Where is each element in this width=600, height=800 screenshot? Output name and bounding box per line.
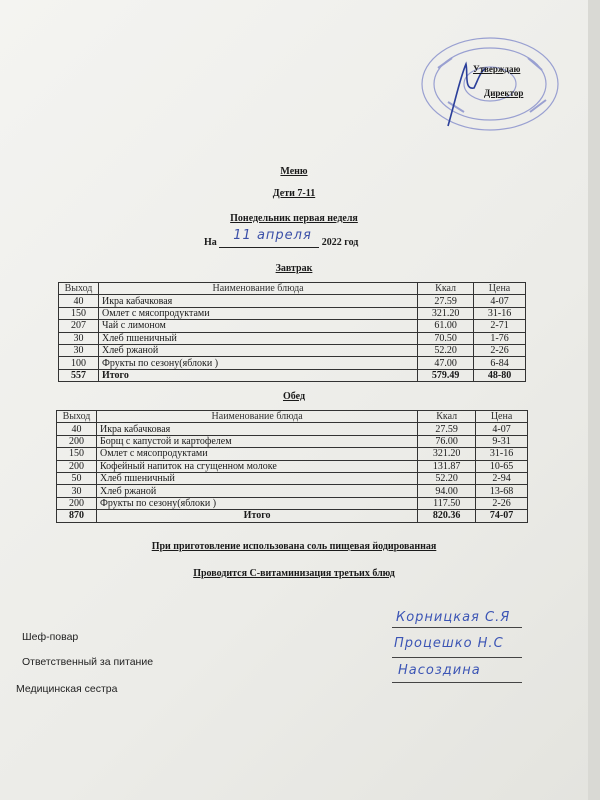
cell-price: 4-07 bbox=[476, 423, 528, 435]
cell-price: 2-26 bbox=[476, 497, 528, 509]
col-output: Выход bbox=[59, 283, 99, 295]
cell-dish: Фрукты по сезону(яблоки ) bbox=[98, 357, 417, 369]
cell-output: 200 bbox=[57, 460, 97, 472]
cell-price: 2-94 bbox=[476, 472, 528, 484]
cell-dish: Хлеб ржаной bbox=[96, 485, 417, 497]
official-stamp bbox=[408, 28, 568, 136]
cell-price: 1-76 bbox=[474, 332, 526, 344]
table-header-row bbox=[57, 411, 528, 423]
cell-price: 31-16 bbox=[474, 307, 526, 319]
date-line bbox=[204, 228, 359, 248]
col-price: Цена bbox=[474, 283, 526, 295]
table-row bbox=[57, 448, 528, 460]
cell-price: 6-84 bbox=[474, 357, 526, 369]
cell-kcal: 47.00 bbox=[418, 357, 474, 369]
col-output: Выход bbox=[57, 411, 97, 423]
table-row bbox=[59, 295, 526, 307]
cell-output: 30 bbox=[57, 485, 97, 497]
cell-kcal: 52.20 bbox=[418, 344, 474, 356]
table-row bbox=[57, 485, 528, 497]
total-output: 870 bbox=[57, 510, 97, 522]
cell-dish: Омлет с мясопродуктами bbox=[96, 448, 417, 460]
cell-price: 4-07 bbox=[474, 295, 526, 307]
cell-output: 100 bbox=[59, 357, 99, 369]
cell-dish: Хлеб пшеничный bbox=[98, 332, 417, 344]
cell-output: 200 bbox=[57, 435, 97, 447]
date-blank bbox=[219, 228, 319, 248]
cell-kcal: 76.00 bbox=[418, 435, 476, 447]
total-output: 557 bbox=[59, 369, 99, 381]
table-row bbox=[57, 497, 528, 509]
cell-price: 2-26 bbox=[474, 344, 526, 356]
cell-dish: Икра кабачковая bbox=[98, 295, 417, 307]
cell-dish: Кофейный напиток на сгущенном молоке bbox=[96, 460, 417, 472]
cell-output: 150 bbox=[59, 307, 99, 319]
cell-price: 9-31 bbox=[476, 435, 528, 447]
total-label: Итого bbox=[96, 510, 417, 522]
table-row bbox=[59, 320, 526, 332]
cell-price: 10-65 bbox=[476, 460, 528, 472]
cell-dish: Фрукты по сезону(яблоки ) bbox=[96, 497, 417, 509]
cell-dish: Чай с лимоном bbox=[98, 320, 417, 332]
total-kcal: 820.36 bbox=[418, 510, 476, 522]
cell-price: 31-16 bbox=[476, 448, 528, 460]
lunch-table bbox=[56, 410, 528, 523]
table-row bbox=[59, 357, 526, 369]
lunch-title: Обед bbox=[282, 391, 305, 402]
director-label: Директор bbox=[484, 88, 524, 98]
cell-kcal: 61.00 bbox=[418, 320, 474, 332]
cell-output: 150 bbox=[57, 448, 97, 460]
signature-chef: Корницкая С.Я bbox=[396, 610, 511, 625]
table-row bbox=[59, 344, 526, 356]
cell-dish: Омлет с мясопродуктами bbox=[98, 307, 417, 319]
table-row bbox=[59, 307, 526, 319]
date-handwritten: 11 апреля bbox=[233, 228, 312, 243]
total-price: 74-07 bbox=[476, 510, 528, 522]
cell-kcal: 27.59 bbox=[418, 295, 474, 307]
col-kcal: Ккал bbox=[418, 411, 476, 423]
cell-output: 40 bbox=[57, 423, 97, 435]
vitamin-note: Проводится С-витаминизация третьих блюд bbox=[193, 568, 395, 579]
background-edge bbox=[588, 0, 600, 800]
table-row bbox=[59, 332, 526, 344]
breakfast-table bbox=[58, 282, 526, 382]
total-kcal: 579.49 bbox=[418, 369, 474, 381]
col-dish: Наименование блюда bbox=[96, 411, 417, 423]
approval-label: Утверждаю bbox=[473, 64, 521, 74]
date-prefix: На bbox=[204, 237, 217, 248]
table-row bbox=[57, 435, 528, 447]
menu-title: Меню bbox=[280, 166, 308, 177]
signature-line bbox=[392, 627, 522, 628]
cell-price: 2-71 bbox=[474, 320, 526, 332]
cell-kcal: 321.20 bbox=[418, 307, 474, 319]
signature-nutrition: Процешко Н.С bbox=[394, 636, 504, 651]
cell-output: 40 bbox=[59, 295, 99, 307]
total-row bbox=[57, 510, 528, 522]
cell-kcal: 27.59 bbox=[418, 423, 476, 435]
cell-dish: Хлеб ржаной bbox=[98, 344, 417, 356]
cell-output: 50 bbox=[57, 472, 97, 484]
signature-line bbox=[392, 682, 522, 683]
cell-kcal: 70.50 bbox=[418, 332, 474, 344]
cell-output: 200 bbox=[57, 497, 97, 509]
cell-dish: Икра кабачковая bbox=[96, 423, 417, 435]
day-label: Понедельник первая неделя bbox=[230, 213, 358, 224]
signature-role-nurse: Медицинская сестра bbox=[16, 683, 118, 695]
date-year: 2022 год bbox=[321, 237, 359, 248]
cell-output: 207 bbox=[59, 320, 99, 332]
cell-kcal: 321.20 bbox=[418, 448, 476, 460]
table-row bbox=[57, 472, 528, 484]
age-group: Дети 7-11 bbox=[272, 188, 316, 199]
signature-role-chef: Шеф-повар bbox=[22, 631, 79, 643]
signature-line bbox=[392, 657, 522, 658]
cell-dish: Борщ с капустой и картофелем bbox=[96, 435, 417, 447]
cell-kcal: 94.00 bbox=[418, 485, 476, 497]
total-price: 48-80 bbox=[474, 369, 526, 381]
cell-kcal: 131.87 bbox=[418, 460, 476, 472]
cell-output: 30 bbox=[59, 344, 99, 356]
signature-role-nutrition: Ответственный за питание bbox=[22, 656, 154, 668]
col-kcal: Ккал bbox=[418, 283, 474, 295]
table-row bbox=[57, 460, 528, 472]
cell-dish: Хлеб пшеничный bbox=[96, 472, 417, 484]
table-row bbox=[57, 423, 528, 435]
salt-note: При приготовление использована соль пищевая йодированная bbox=[151, 541, 437, 552]
col-price: Цена bbox=[476, 411, 528, 423]
signature-nurse: Насоздина bbox=[398, 663, 481, 678]
total-row bbox=[59, 369, 526, 381]
total-label: Итого bbox=[98, 369, 417, 381]
cell-kcal: 117.50 bbox=[418, 497, 476, 509]
breakfast-title: Завтрак bbox=[275, 263, 313, 274]
cell-output: 30 bbox=[59, 332, 99, 344]
col-dish: Наименование блюда bbox=[98, 283, 417, 295]
cell-kcal: 52.20 bbox=[418, 472, 476, 484]
cell-price: 13-68 bbox=[476, 485, 528, 497]
table-header-row bbox=[59, 283, 526, 295]
